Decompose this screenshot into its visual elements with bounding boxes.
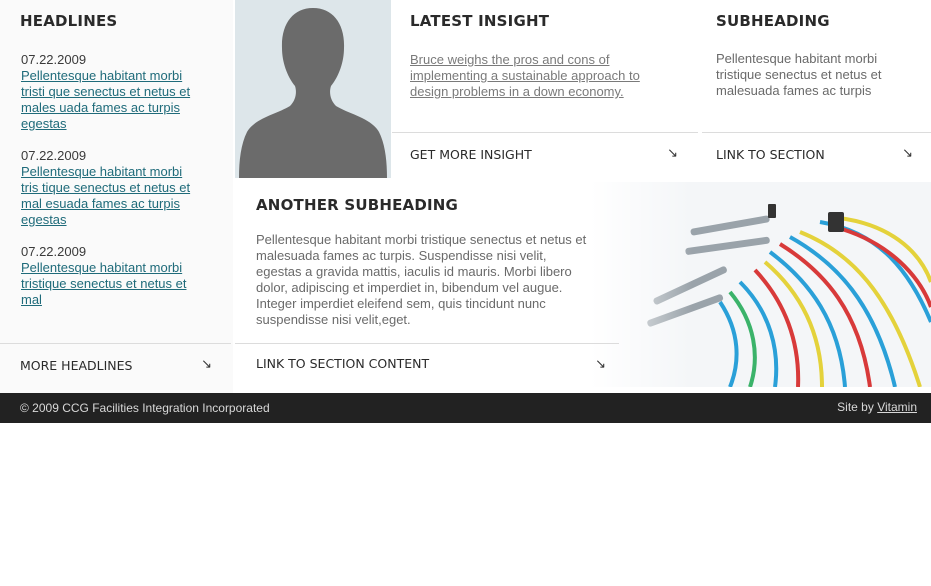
- insight-link-line[interactable]: implementing a sustainable approach to: [410, 68, 640, 83]
- headline-link-line[interactable]: tris tique senectus et netus et: [21, 180, 191, 195]
- headlines-title: HEADLINES: [20, 12, 118, 30]
- headline-link-line[interactable]: egestas: [21, 212, 67, 227]
- more-headlines-label[interactable]: MORE HEADLINES: [20, 358, 133, 373]
- cables-illustration: [590, 182, 931, 387]
- headline-date: 07.22.2009: [21, 244, 87, 259]
- text-line: dolor, adipiscing et imperdiet in, bibendum vel augue.: [256, 280, 563, 295]
- insight-link-line[interactable]: design problems in a down economy.: [410, 84, 624, 99]
- cables-image: [590, 182, 931, 387]
- headlines-panel: [0, 0, 233, 393]
- headline-link-line[interactable]: mal: [21, 292, 42, 307]
- text-line: Pellentesque habitant morbi tristique senectus et netus et: [256, 232, 587, 247]
- text-line: Integer imperdiet eleifend sem, quis tincidunt nunc: [256, 296, 546, 311]
- text-line: suspendisse nisi velit,eget.: [256, 312, 411, 327]
- headline-link-line[interactable]: mal esuada fames ac turpis: [21, 196, 180, 211]
- site-credit: [837, 400, 917, 414]
- person-silhouette-image: [235, 0, 391, 178]
- subheading-text: [716, 51, 916, 99]
- latest-insight-title: LATEST INSIGHT: [410, 12, 550, 30]
- headline-date: 07.22.2009: [21, 52, 87, 67]
- credit-link[interactable]: Vitamin: [877, 400, 917, 414]
- arrow-down-right-icon[interactable]: ↘: [595, 356, 606, 371]
- divider: [235, 343, 619, 344]
- divider: [392, 132, 698, 133]
- headline-link[interactable]: [21, 260, 211, 308]
- text-line: tristique senectus et netus et: [716, 67, 882, 82]
- another-subheading-title: ANOTHER SUBHEADING: [256, 196, 459, 214]
- link-to-section-content-label[interactable]: LINK TO SECTION CONTENT: [256, 356, 430, 371]
- divider: [702, 132, 931, 133]
- more-headlines-link[interactable]: [20, 357, 212, 375]
- arrow-down-right-icon[interactable]: ↘: [201, 356, 212, 371]
- headline-item: [21, 52, 211, 132]
- headline-link-line[interactable]: Pellentesque habitant morbi: [21, 68, 183, 83]
- insight-link[interactable]: [410, 52, 680, 100]
- divider: [0, 343, 231, 344]
- headline-link-line[interactable]: males uada fames ac turpis: [21, 100, 180, 115]
- subheading-title: SUBHEADING: [716, 12, 830, 30]
- text-line: Pellentesque habitant morbi: [716, 51, 878, 66]
- arrow-down-right-icon[interactable]: ↘: [667, 145, 678, 160]
- get-more-insight-link[interactable]: [410, 146, 678, 164]
- copyright-text: © 2009 CCG Facilities Integration Incorporated: [20, 401, 270, 415]
- headline-link-line[interactable]: egestas: [21, 116, 67, 131]
- link-to-section-content[interactable]: [256, 355, 606, 373]
- headline-link-line[interactable]: Pellentesque habitant morbi: [21, 260, 183, 275]
- another-subheading-text: [256, 232, 616, 328]
- headline-link-line[interactable]: tristi que senectus et netus et: [21, 84, 191, 99]
- text-line: malesuada fames ac turpis: [716, 83, 872, 98]
- headline-link[interactable]: [21, 164, 211, 228]
- headline-item: [21, 244, 211, 308]
- headline-item: [21, 148, 211, 228]
- credit-prefix: Site by: [837, 400, 874, 414]
- link-to-section-label[interactable]: LINK TO SECTION: [716, 147, 825, 162]
- text-line: egestas a gravida mattis, iaculis id mauris. Morbi libero: [256, 264, 572, 279]
- link-to-section[interactable]: [716, 146, 913, 164]
- arrow-down-right-icon[interactable]: ↘: [902, 145, 913, 160]
- insight-link-line[interactable]: Bruce weighs the pros and cons of: [410, 52, 610, 67]
- text-line: malesuada fames ac turpis. Suspendisse nisi velit,: [256, 248, 547, 263]
- headline-link-line[interactable]: Pellentesque habitant morbi: [21, 164, 183, 179]
- headline-link[interactable]: [21, 68, 211, 132]
- person-silhouette-icon: [235, 0, 391, 178]
- headline-date: 07.22.2009: [21, 148, 87, 163]
- get-more-insight-label[interactable]: GET MORE INSIGHT: [410, 147, 532, 162]
- headline-link-line[interactable]: tristique senectus et netus et: [21, 276, 187, 291]
- footer: [0, 393, 931, 423]
